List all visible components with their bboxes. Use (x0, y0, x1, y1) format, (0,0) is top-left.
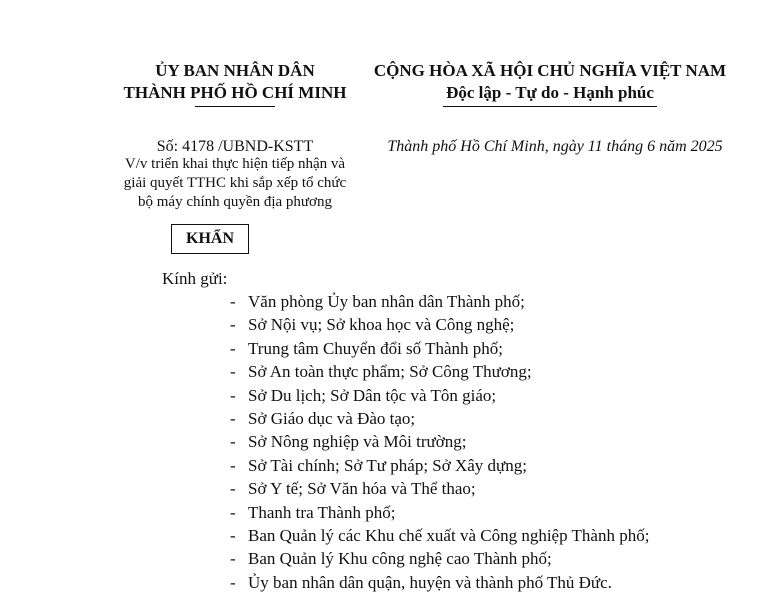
subject-line: bộ máy chính quyền địa phương (138, 194, 332, 210)
urgency-stamp: KHẨN (171, 224, 249, 254)
national-header-block (355, 60, 745, 107)
place-and-date: Thành phố Hồ Chí Minh, ngày 11 tháng 6 năm 2025 (387, 138, 723, 155)
recipient-list (162, 290, 762, 594)
list-dash: - (230, 572, 236, 592)
recipient-name: Ban Quản lý Khu công nghệ cao Thành phố; (248, 549, 552, 569)
list-item (162, 430, 762, 453)
recipient-name: Thanh tra Thành phố; (248, 502, 396, 522)
recipient-name: Sở An toàn thực phẩm; Sở Công Thương; (248, 362, 532, 382)
recipient-name: Văn phòng Ủy ban nhân dân Thành phố; (248, 292, 525, 311)
list-item (162, 290, 762, 313)
subject-line: V/v triển khai thực hiện tiếp nhận và (124, 156, 346, 172)
recipient-name: Trung tâm Chuyển đổi số Thành phố; (248, 338, 504, 358)
document-subject (90, 155, 380, 212)
recipient-name: Ủy ban nhân dân quận, huyện và thành phố Thủ Đức. (248, 572, 612, 592)
issuer-block (95, 60, 375, 107)
list-item (162, 571, 762, 594)
list-item (162, 454, 762, 477)
list-item (162, 477, 762, 500)
issuer-underline (195, 106, 275, 107)
recipient-name: Ban Quản lý các Khu chế xuất và Công nghiệp Thành phố; (248, 525, 650, 545)
list-item (162, 524, 762, 547)
issuer-line-1: ỦY BAN NHÂN DÂN (155, 61, 315, 80)
list-dash: - (230, 315, 236, 335)
recipients-block (162, 268, 762, 594)
motto-underline (443, 106, 657, 107)
recipients-greeting: Kính gửi: (162, 269, 228, 288)
subject-line: giải quyết TTHC khi sắp xếp tổ chức (123, 175, 347, 191)
list-item (162, 547, 762, 570)
list-item (162, 384, 762, 407)
list-dash: - (230, 525, 236, 545)
list-dash: - (230, 549, 236, 569)
issuer-line-2: THÀNH PHỐ HỒ CHÍ MINH (123, 83, 347, 102)
list-dash: - (230, 455, 236, 475)
list-dash: - (230, 432, 236, 452)
document-number: Số: 4178 /UBND-KSTT (156, 138, 314, 155)
list-dash: - (230, 362, 236, 382)
list-dash: - (230, 292, 236, 311)
list-item (162, 407, 762, 430)
recipient-name: Sở Tài chính; Sở Tư pháp; Sở Xây dựng; (248, 455, 527, 475)
list-dash: - (230, 385, 236, 405)
list-dash: - (230, 479, 236, 499)
list-item (162, 337, 762, 360)
recipient-name: Sở Du lịch; Sở Dân tộc và Tôn giáo; (248, 385, 497, 405)
list-dash: - (230, 502, 236, 522)
recipient-name: Sở Giáo dục và Đào tạo; (248, 408, 416, 428)
national-motto: Độc lập - Tự do - Hạnh phúc (446, 83, 654, 102)
list-item (162, 360, 762, 383)
recipient-name: Sở Nông nghiệp và Môi trường; (248, 432, 467, 452)
recipient-name: Sở Y tế; Sở Văn hóa và Thể thao; (248, 479, 476, 499)
list-item (162, 313, 762, 336)
list-item (162, 501, 762, 524)
recipient-name: Sở Nội vụ; Sở khoa học và Công nghệ; (248, 315, 515, 335)
list-dash: - (230, 408, 236, 428)
nation-title: CỘNG HÒA XÃ HỘI CHỦ NGHĨA VIỆT NAM (373, 61, 727, 80)
list-dash: - (230, 338, 236, 358)
